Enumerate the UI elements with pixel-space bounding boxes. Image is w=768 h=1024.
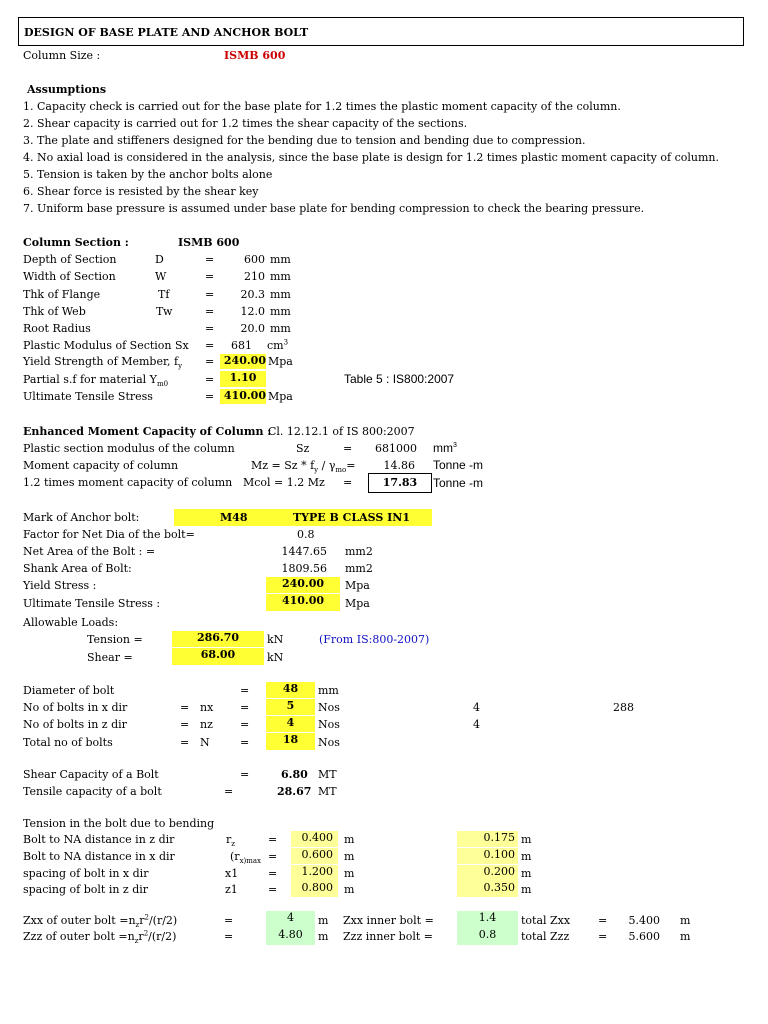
- row-equals: =: [224, 930, 234, 943]
- row-extra-1: 4: [473, 701, 480, 714]
- row-eq1: =: [180, 701, 190, 714]
- row-label: Zzz of outer bolt $=n_zr^2/(r/2)$: [23, 929, 177, 946]
- moment-reference: Cl. 12.12.1 of IS 800:2007: [268, 425, 415, 438]
- tension-bending-heading: Tension in the bolt due to bending: [23, 817, 215, 830]
- row-equals: =: [205, 270, 215, 283]
- shear-capacity-value: 6.80: [281, 768, 308, 781]
- tensile-capacity-label: Tensile capacity of a bolt: [23, 785, 162, 798]
- total-label: total Zxx: [521, 914, 571, 927]
- column-size-value: ISMB 600: [224, 49, 286, 62]
- shear-input[interactable]: 68.00: [172, 648, 264, 665]
- row-unit: mm: [270, 322, 291, 335]
- row-unit: m: [344, 867, 355, 880]
- row-equals: =: [224, 914, 234, 927]
- bolts-x-input[interactable]: 5: [266, 699, 315, 715]
- assumption-item: 5. Tension is taken by the anchor bolts alone: [23, 168, 273, 181]
- row-unit-2: m: [521, 867, 532, 880]
- row-label: Bolt to NA distance in x dir: [23, 850, 175, 863]
- row-symbol: Tw: [156, 305, 173, 318]
- inner-label: Zxx inner bolt =: [343, 914, 434, 927]
- row-unit: m: [344, 850, 355, 863]
- row-equals: =: [343, 476, 353, 489]
- rz-input[interactable]: 0.400: [291, 831, 338, 847]
- row-equals: =: [205, 355, 215, 368]
- rx-input[interactable]: 0.600: [291, 848, 338, 864]
- bolts-z-input[interactable]: 4: [266, 716, 315, 732]
- shear-unit: kN: [267, 651, 284, 664]
- row-label: Thk of Web: [23, 305, 86, 318]
- total-value: 5.600: [628, 930, 660, 943]
- row-equals: =: [240, 718, 250, 731]
- row-label: Plastic Modulus of Section Sx: [23, 339, 189, 352]
- row-equals: =: [240, 736, 250, 749]
- row-label: No of bolts in z dir: [23, 718, 127, 731]
- row-label: spacing of bolt in z dir: [23, 883, 149, 896]
- tensile-capacity-value: 28.67: [277, 785, 312, 798]
- yield-stress-input[interactable]: 240.00: [266, 577, 340, 593]
- row-equals: =: [205, 390, 215, 403]
- shear-capacity-unit: MT: [318, 768, 337, 781]
- row-extra-1: 4: [473, 718, 480, 731]
- row-unit: mm: [270, 253, 291, 266]
- row-value: 20.3: [240, 288, 265, 301]
- row-label: Partial s.f for material $\Upsilon_{m0}$: [23, 373, 169, 389]
- row-value: 600: [244, 253, 265, 266]
- tension-label: Tension =: [87, 633, 143, 646]
- row-symbol: Tf: [158, 288, 170, 301]
- row-label: Total no of bolts: [23, 736, 113, 749]
- row-symbol: ($r_{x)max}$: [230, 850, 261, 866]
- ultimate-stress-input[interactable]: 410.00: [220, 389, 266, 404]
- row-unit: mm: [270, 288, 291, 301]
- assumption-item: 2. Shear capacity is carried out for 1.2 times the shear capacity of the sections.: [23, 117, 468, 130]
- tension-unit: kN: [267, 633, 284, 646]
- row-symbol: D: [155, 253, 164, 266]
- row-unit: m: [344, 833, 355, 846]
- row-eq1: =: [180, 736, 190, 749]
- row-unit: Tonne -m: [433, 458, 484, 472]
- total-equals: =: [598, 930, 608, 943]
- row-label: Yield Strength of Member, $f_y$: [23, 355, 183, 371]
- shear-label: Shear =: [87, 651, 133, 664]
- row-unit: $cm^3$: [267, 338, 289, 352]
- row-label: Root Radius: [23, 322, 91, 335]
- assumptions-heading: Assumptions: [27, 83, 107, 96]
- uts-label: Ultimate Tensile Stress :: [23, 597, 161, 610]
- anchor-type-value: TYPE B CLASS IN1: [293, 511, 411, 524]
- row-unit: Mpa: [268, 390, 293, 403]
- zxx-inner-cell: 1.4: [457, 911, 518, 928]
- row-value: 210: [244, 270, 265, 283]
- row-symbol: nx: [200, 701, 214, 714]
- row-unit: m: [344, 883, 355, 896]
- shear-capacity-label: Shear Capacity of a Bolt: [23, 768, 159, 781]
- uts-unit: Mpa: [345, 597, 370, 610]
- row-symbol: z1: [225, 883, 238, 896]
- row-unit: m: [318, 914, 329, 927]
- yield-strength-input[interactable]: 240.00: [220, 354, 266, 369]
- rz-inner-input[interactable]: 0.175: [457, 831, 518, 847]
- row-equals: =: [240, 684, 250, 697]
- row-unit-2: m: [521, 850, 532, 863]
- factor-label: Factor for Net Dia of the bolt=: [23, 528, 195, 541]
- net-area-unit: mm2: [345, 545, 373, 558]
- partial-sf-input[interactable]: 1.10: [220, 371, 266, 387]
- row-unit: mm: [318, 684, 339, 697]
- row-unit-2: m: [521, 833, 532, 846]
- tension-note: (From IS:800-2007): [319, 633, 430, 646]
- factor-value: 0.8: [297, 528, 315, 541]
- tensile-capacity-equals: =: [224, 785, 234, 798]
- row-label: Width of Section: [23, 270, 116, 283]
- shank-area-value: 1809.56: [281, 562, 327, 575]
- row-equals: =: [343, 442, 353, 455]
- row-unit: m: [318, 930, 329, 943]
- x1-input[interactable]: 1.200: [291, 865, 338, 881]
- row-unit: mm: [270, 305, 291, 318]
- row-equals: =: [268, 833, 278, 846]
- row-label: Moment capacity of column: [23, 459, 179, 472]
- assumption-item: 1. Capacity check is carried out for the base plate for 1.2 times the plastic moment capacity of the column.: [23, 100, 621, 113]
- row-equals: =: [205, 373, 215, 386]
- anchor-mark-value: M48: [220, 511, 248, 524]
- row-symbol: $r_z$: [226, 833, 235, 849]
- mcol-result-cell: 17.83: [368, 473, 432, 493]
- row-symbol: x1: [225, 867, 239, 880]
- tension-input[interactable]: 286.70: [172, 631, 264, 647]
- total-unit: m: [680, 914, 691, 927]
- allowable-loads-label: Allowable Loads:: [23, 616, 119, 629]
- row-unit: Nos: [318, 718, 340, 731]
- total-value: 5.400: [628, 914, 660, 927]
- row-label: Bolt to NA distance in z dir: [23, 833, 175, 846]
- row-label: Zxx of outer bolt $=n_zr^2/(r/2)$: [23, 913, 178, 930]
- row-label: Ultimate Tensile Stress: [23, 390, 153, 403]
- row-unit: Nos: [318, 701, 340, 714]
- bolt-diameter-input[interactable]: 48: [266, 682, 315, 698]
- row-label: spacing of bolt in x dir: [23, 867, 149, 880]
- row-unit: $mm^3$: [433, 441, 457, 455]
- row-value: 20.0: [240, 322, 265, 335]
- total-equals: =: [598, 914, 608, 927]
- net-area-label: Net Area of the Bolt : =: [23, 545, 156, 558]
- assumption-item: 3. The plate and stiffeners designed for the bending due to tension and bending due to compression.: [23, 134, 586, 147]
- row-unit: Mpa: [268, 355, 293, 368]
- row-label: No of bolts in x dir: [23, 701, 128, 714]
- row-equals: =: [268, 850, 278, 863]
- row-unit-2: m: [521, 883, 532, 896]
- row-symbol: N: [200, 736, 210, 749]
- zzz-inner-cell: 0.8: [457, 928, 518, 945]
- column-size-label: Column Size :: [23, 49, 101, 62]
- total-bolts-cell: 18: [266, 733, 315, 750]
- shank-area-unit: mm2: [345, 562, 373, 575]
- row-equals: =: [205, 305, 215, 318]
- tensile-capacity-unit: MT: [318, 785, 337, 798]
- column-section-heading: Column Section :: [23, 236, 129, 249]
- row-symbol: nz: [200, 718, 213, 731]
- row-unit: mm: [270, 270, 291, 283]
- row-equals: =: [205, 253, 215, 266]
- assumption-item: 4. No axial load is considered in the analysis, since the base plate is design for 1.2 times plastic moment capacity of column.: [23, 151, 719, 164]
- x1-inner-input[interactable]: 0.200: [457, 865, 518, 881]
- row-label: Thk of Flange: [23, 288, 101, 301]
- row-equals: =: [240, 701, 250, 714]
- row-value: 14.86: [383, 459, 415, 472]
- row-label: Diameter of bolt: [23, 684, 115, 697]
- anchor-mark-label: Mark of Anchor bolt:: [23, 511, 140, 524]
- yield-stress-unit: Mpa: [345, 579, 370, 592]
- row-formula: Mcol = 1.2 Mz: [243, 476, 325, 489]
- column-section-name: ISMB 600: [178, 236, 240, 249]
- row-extra-2: 288: [613, 701, 634, 714]
- table-reference: Table 5 : IS800:2007: [344, 372, 455, 386]
- row-formula: Sz: [296, 442, 310, 455]
- row-value: 681: [231, 339, 252, 352]
- row-label: 1.2 times moment capacity of column: [23, 476, 233, 489]
- net-area-value: 1447.65: [281, 545, 327, 558]
- total-label: total Zzz: [521, 930, 570, 943]
- shank-area-label: Shank Area of Bolt:: [23, 562, 132, 575]
- uts-input[interactable]: 410.00: [266, 594, 340, 611]
- shear-capacity-equals: =: [240, 768, 250, 781]
- row-label: Depth of Section: [23, 253, 117, 266]
- assumption-item: 7. Uniform base pressure is assumed under base plate for bending compression to check the bearing pressure.: [23, 202, 645, 215]
- page-title: DESIGN OF BASE PLATE AND ANCHOR BOLT: [18, 17, 744, 46]
- rx-inner-input[interactable]: 0.100: [457, 848, 518, 864]
- row-equals: =: [268, 867, 278, 880]
- row-label: Plastic section modulus of the column: [23, 442, 235, 455]
- total-unit: m: [680, 930, 691, 943]
- row-value: 681000: [375, 442, 417, 455]
- row-symbol: W: [155, 270, 167, 283]
- row-equals: =: [205, 322, 215, 335]
- row-eq1: =: [180, 718, 190, 731]
- zzz-outer-cell: 4.80: [266, 928, 315, 945]
- row-formula: $Mz = Sz * f_y / \gamma_{mo}=$: [251, 459, 356, 475]
- row-equals: =: [268, 883, 278, 896]
- zxx-outer-cell: 4: [266, 911, 315, 928]
- row-equals: =: [205, 339, 215, 352]
- moment-heading: Enhanced Moment Capacity of Column :: [23, 425, 272, 438]
- row-unit: Nos: [318, 736, 340, 749]
- z1-input[interactable]: 0.800: [291, 881, 338, 897]
- yield-stress-label: Yield Stress :: [23, 579, 97, 592]
- z1-inner-input[interactable]: 0.350: [457, 881, 518, 897]
- row-value: 12.0: [240, 305, 265, 318]
- row-unit: Tonne -m: [433, 476, 484, 490]
- row-equals: =: [205, 288, 215, 301]
- assumption-item: 6. Shear force is resisted by the shear key: [23, 185, 259, 198]
- inner-label: Zzz inner bolt =: [343, 930, 433, 943]
